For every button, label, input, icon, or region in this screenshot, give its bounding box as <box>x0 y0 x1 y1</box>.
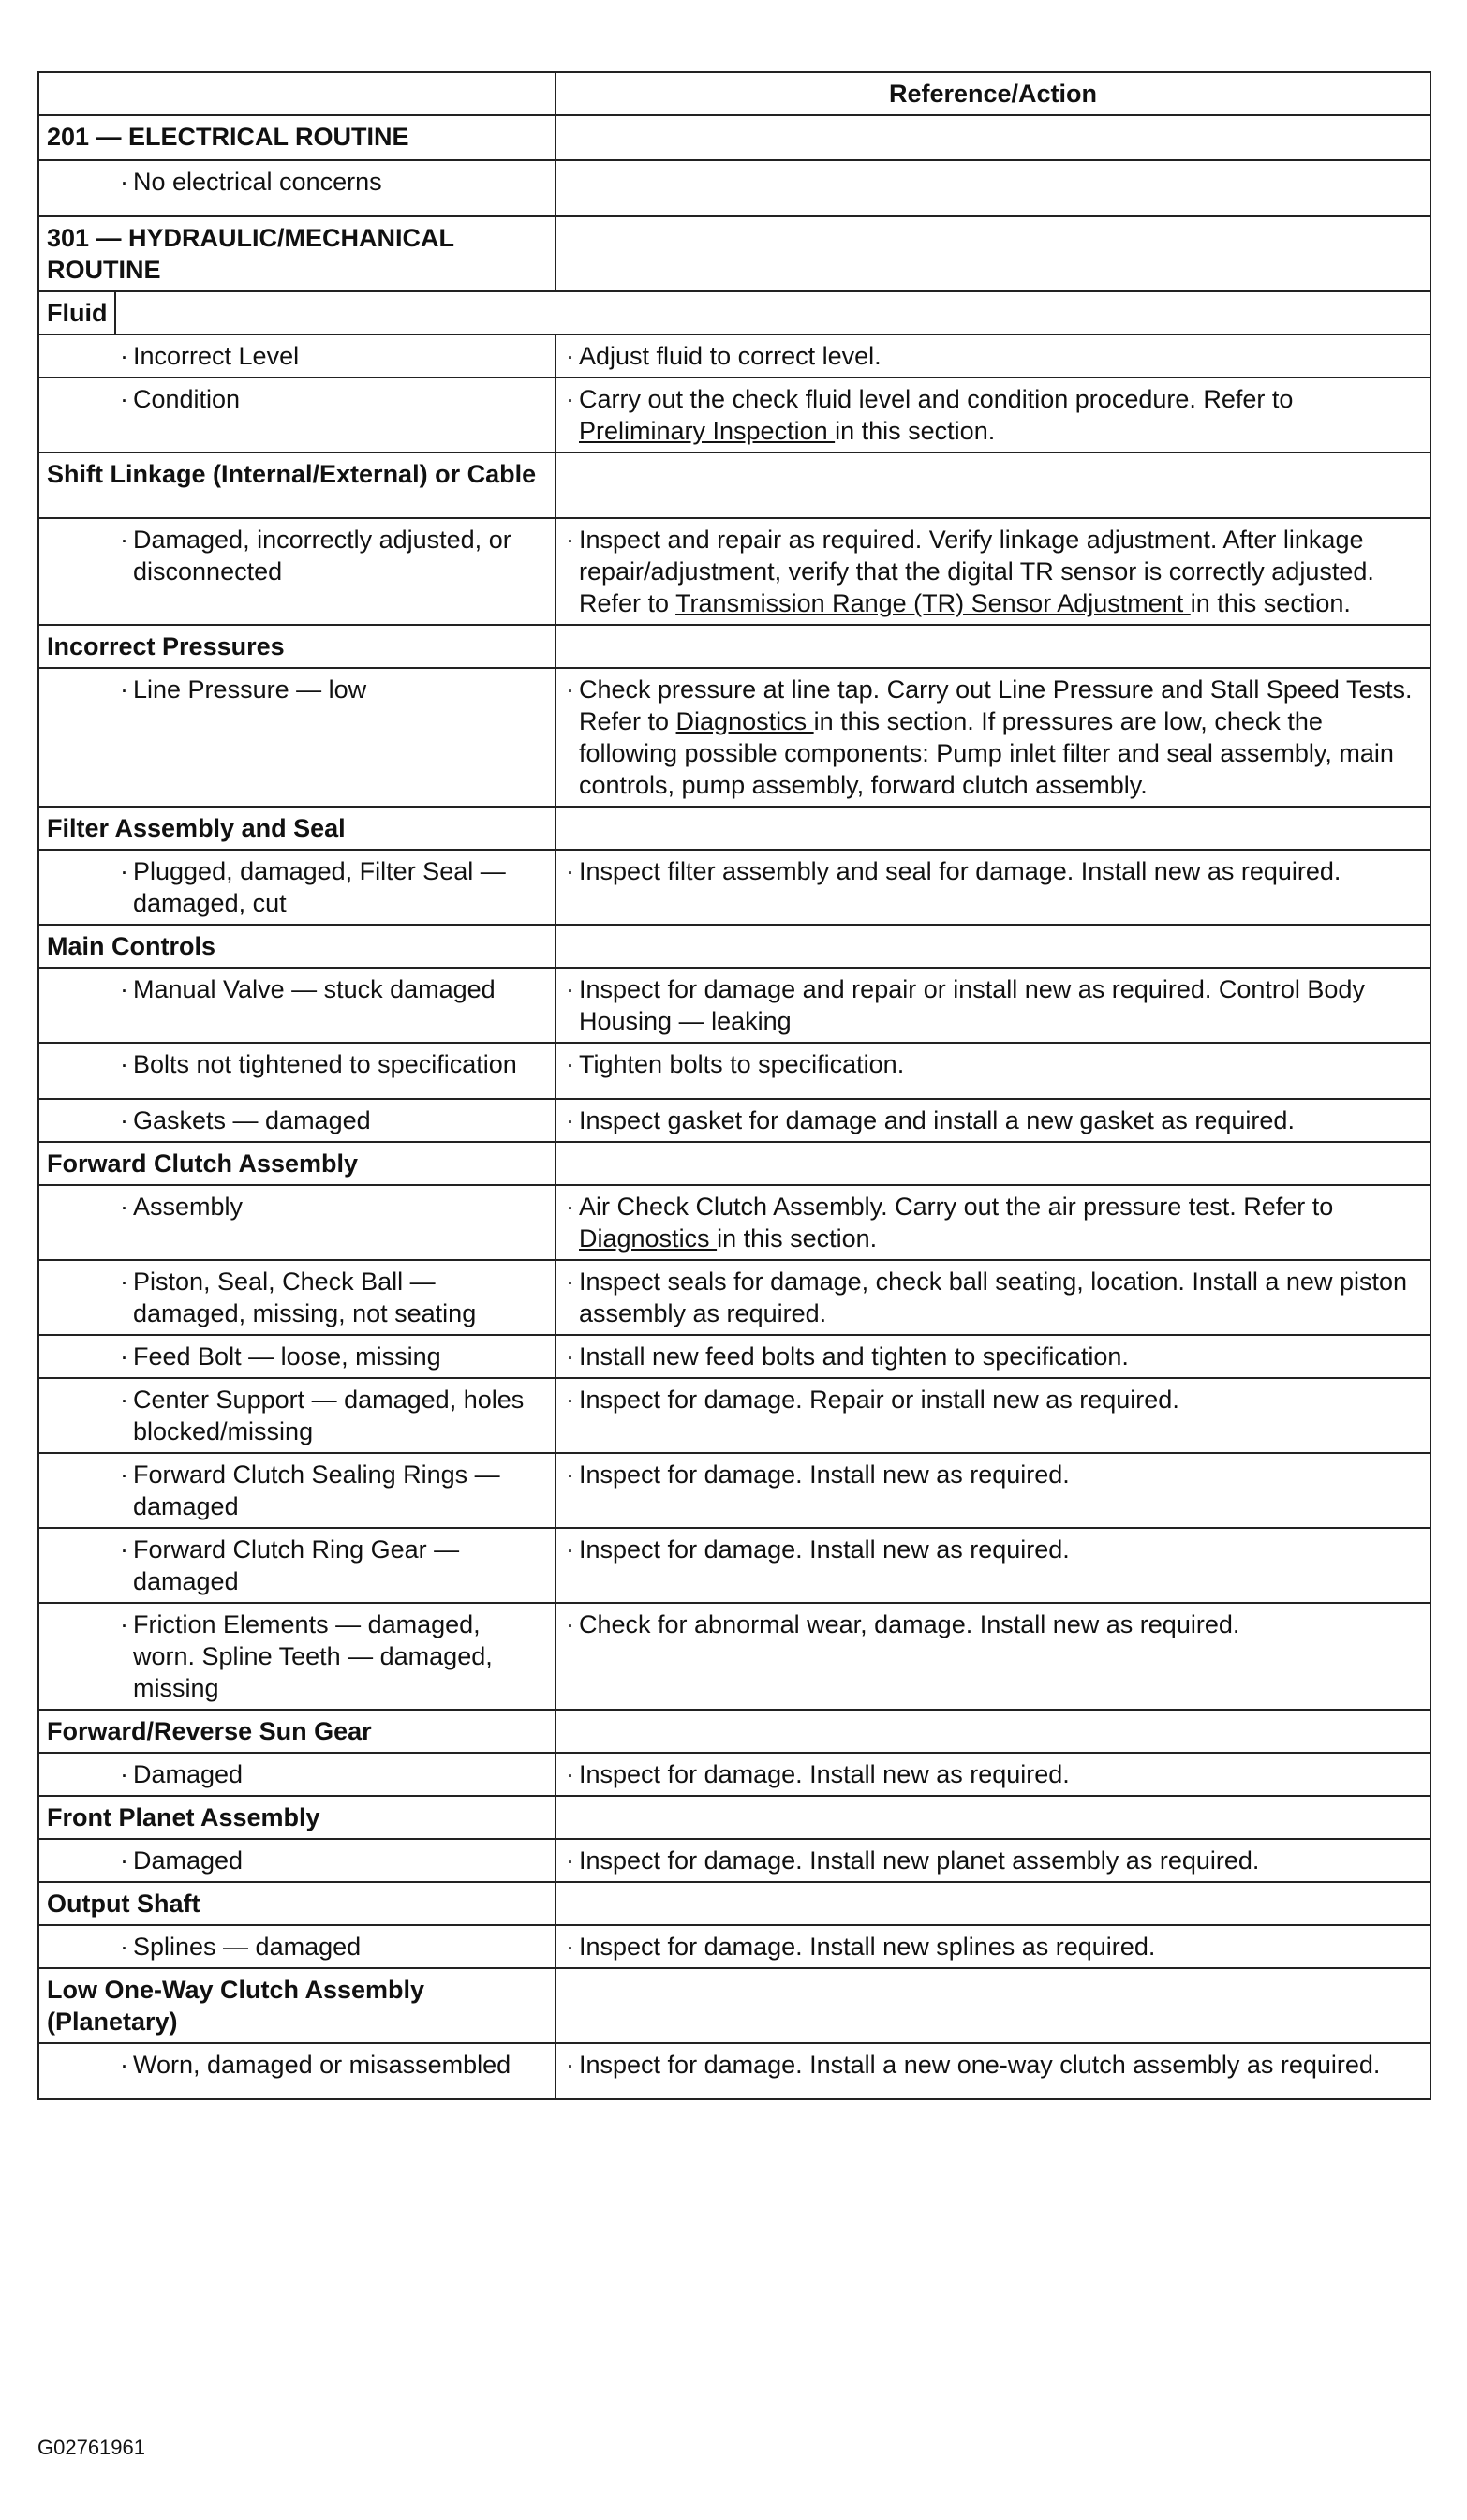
section-label: 201 — ELECTRICAL ROUTINE <box>38 115 556 160</box>
action-text: Check for abnormal wear, damage. Install new as required. <box>579 1610 1240 1638</box>
action-text: Inspect for damage. Repair or install new as required. <box>579 1386 1179 1414</box>
symptom-label: Manual Valve — stuck damaged <box>133 975 496 1003</box>
symptom-cell <box>38 968 556 1043</box>
bullet-icon: · <box>566 385 574 413</box>
item-row <box>38 1099 1430 1142</box>
action-cell <box>556 1839 1430 1882</box>
section-label: Shift Linkage (Internal/External) or Cable <box>38 452 556 518</box>
bullet-icon: · <box>566 1386 574 1414</box>
action-cell <box>556 1796 1430 1839</box>
action-cell <box>556 1260 1430 1335</box>
bullet-icon: · <box>120 857 128 885</box>
bullet-icon: · <box>120 1535 128 1564</box>
reference-link[interactable]: Preliminary Inspection <box>579 417 836 445</box>
symptom-label: Line Pressure — low <box>133 675 367 704</box>
symptom-label: Condition <box>133 385 241 413</box>
action-text: Inspect for damage. Install new as required. <box>579 1760 1070 1788</box>
item-row <box>38 1839 1430 1882</box>
action-cell <box>556 115 1430 160</box>
bullet-icon: · <box>566 1610 574 1638</box>
action-cell <box>556 2043 1430 2099</box>
action-cell <box>556 1335 1430 1378</box>
section-row <box>38 291 1430 334</box>
section-label: Main Controls <box>38 925 556 968</box>
action-text: Inspect for damage and repair or install new as required. Control Body Housing — leaking <box>579 975 1365 1035</box>
bullet-icon: · <box>120 1342 128 1371</box>
bullet-icon: · <box>566 1846 574 1875</box>
action-cell <box>556 807 1430 850</box>
symptom-cell <box>38 1839 556 1882</box>
bullet-icon: · <box>566 1267 574 1296</box>
action-cell <box>556 216 1430 291</box>
bullet-icon: · <box>120 1933 128 1961</box>
action-cell <box>556 1142 1430 1185</box>
bullet-icon: · <box>120 2051 128 2079</box>
symptom-label: Bolts not tightened to specification <box>133 1050 517 1078</box>
reference-link[interactable]: Transmission Range (TR) Sensor Adjustment <box>675 589 1191 617</box>
action-cell <box>556 1603 1430 1710</box>
action-cell <box>556 1968 1430 2043</box>
bullet-icon: · <box>120 1193 128 1221</box>
bullet-icon: · <box>566 342 574 370</box>
section-label: Forward/Reverse Sun Gear <box>38 1710 556 1753</box>
item-row <box>38 160 1430 216</box>
action-text: Adjust fluid to correct level. <box>579 342 882 370</box>
action-text: in this section. If pressures are low, check the following possible components: Pump inlet filter and seal assembly, main controls, pump assembly, forward clutch assembly. <box>579 707 1394 799</box>
symptom-cell <box>38 850 556 925</box>
symptom-cell <box>38 1185 556 1260</box>
action-text: Inspect gasket for damage and install a new gasket as required. <box>579 1106 1295 1134</box>
bullet-icon: · <box>566 975 574 1003</box>
symptom-cell <box>38 1753 556 1796</box>
bullet-icon: · <box>120 1760 128 1788</box>
bullet-icon: · <box>120 1846 128 1875</box>
section-label: Filter Assembly and Seal <box>38 807 556 850</box>
section-row <box>38 1142 1430 1185</box>
action-cell <box>556 1185 1430 1260</box>
item-row <box>38 1260 1430 1335</box>
symptom-cell <box>38 1925 556 1968</box>
symptom-label: Piston, Seal, Check Ball — damaged, missing, not seating <box>133 1267 477 1327</box>
symptom-label: Gaskets — damaged <box>133 1106 371 1134</box>
symptom-label: No electrical concerns <box>133 168 382 196</box>
item-row <box>38 518 1430 625</box>
reference-link[interactable]: Diagnostics <box>579 1224 718 1253</box>
symptom-label: Assembly <box>133 1193 244 1221</box>
symptom-label: Damaged, incorrectly adjusted, or disconnected <box>133 526 511 586</box>
action-text: Inspect for damage. Install a new one-way clutch assembly as required. <box>579 2051 1381 2079</box>
symptom-label: Forward Clutch Ring Gear — damaged <box>133 1535 460 1595</box>
action-text: Inspect for damage. Install new as required. <box>579 1460 1070 1489</box>
section-label: Front Planet Assembly <box>38 1796 556 1839</box>
section-row <box>38 452 1430 518</box>
bullet-icon: · <box>120 385 128 413</box>
bullet-icon: · <box>566 1342 574 1371</box>
symptom-cell <box>38 668 556 807</box>
item-row <box>38 1603 1430 1710</box>
bullet-icon: · <box>120 975 128 1003</box>
action-cell <box>556 1099 1430 1142</box>
symptom-label: Plugged, damaged, Filter Seal — damaged, cut <box>133 857 506 917</box>
bullet-icon: · <box>120 1610 128 1638</box>
section-label: Fluid <box>39 292 116 334</box>
section-row <box>38 1968 1430 2043</box>
item-row <box>38 2043 1430 2099</box>
item-row <box>38 668 1430 807</box>
bullet-icon: · <box>566 675 574 704</box>
action-cell <box>556 1882 1430 1925</box>
action-cell <box>556 625 1430 668</box>
symptom-label: Damaged <box>133 1760 244 1788</box>
item-row <box>38 334 1430 378</box>
header-row <box>38 72 1430 115</box>
action-cell <box>556 452 1430 518</box>
action-cell <box>556 1710 1430 1753</box>
table-body <box>38 72 1430 2099</box>
section-row <box>38 115 1430 160</box>
item-row <box>38 1378 1430 1453</box>
symptom-label: Friction Elements — damaged, worn. Spline Teeth — damaged, missing <box>133 1610 493 1702</box>
symptom-label: Splines — damaged <box>133 1933 362 1961</box>
bullet-icon: · <box>120 675 128 704</box>
section-row <box>38 807 1430 850</box>
bullet-icon: · <box>566 1933 574 1961</box>
bullet-icon: · <box>566 2051 574 2079</box>
section-row <box>38 925 1430 968</box>
symptom-cell <box>38 1528 556 1603</box>
action-cell <box>556 850 1430 925</box>
action-cell <box>556 1378 1430 1453</box>
action-text: Inspect for damage. Install new planet assembly as required. <box>579 1846 1260 1875</box>
action-text: in this section. <box>835 417 996 445</box>
action-cell <box>556 1043 1430 1099</box>
bullet-icon: · <box>120 1267 128 1296</box>
action-text: Inspect filter assembly and seal for damage. Install new as required. <box>579 857 1341 885</box>
action-cell <box>556 1528 1430 1603</box>
symptom-label: Center Support — damaged, holes blocked/missing <box>133 1386 525 1445</box>
symptom-cell <box>38 1260 556 1335</box>
item-row <box>38 1925 1430 1968</box>
action-cell <box>556 1453 1430 1528</box>
section-label: Low One-Way Clutch Assembly (Planetary) <box>38 1968 556 2043</box>
bullet-icon: · <box>120 1106 128 1134</box>
figure-code: G02761961 <box>37 2436 145 2459</box>
symptom-cell <box>38 1099 556 1142</box>
symptom-label: Forward Clutch Sealing Rings — damaged <box>133 1460 500 1520</box>
item-row <box>38 968 1430 1043</box>
action-text: Inspect seals for damage, check ball seating, location. Install a new piston assembly as required. <box>579 1267 1407 1327</box>
bullet-icon: · <box>566 1535 574 1564</box>
action-text: in this section. <box>1190 589 1351 617</box>
symptom-label: Worn, damaged or misassembled <box>133 2051 511 2079</box>
section-row <box>38 1882 1430 1925</box>
section-row <box>38 625 1430 668</box>
action-cell <box>556 160 1430 216</box>
diagnosis-table <box>37 71 1431 2100</box>
symptom-cell <box>38 1603 556 1710</box>
action-cell <box>556 925 1430 968</box>
bullet-icon: · <box>566 1760 574 1788</box>
action-text: Air Check Clutch Assembly. Carry out the air pressure test. Refer to <box>579 1193 1334 1221</box>
symptom-cell <box>38 334 556 378</box>
bullet-icon: · <box>566 526 574 554</box>
section-label: 301 — HYDRAULIC/MECHANICAL ROUTINE <box>38 216 556 291</box>
action-text: Carry out the check fluid level and condition procedure. Refer to <box>579 385 1294 413</box>
item-row <box>38 378 1430 452</box>
bullet-icon: · <box>120 1386 128 1414</box>
action-text: Install new feed bolts and tighten to specification. <box>579 1342 1129 1371</box>
symptom-label: Feed Bolt — loose, missing <box>133 1342 441 1371</box>
action-cell <box>556 968 1430 1043</box>
section-row <box>38 216 1430 291</box>
action-cell <box>556 668 1430 807</box>
action-text: Tighten bolts to specification. <box>579 1050 905 1078</box>
bullet-icon: · <box>566 1193 574 1221</box>
section-cell <box>38 291 1430 334</box>
symptom-cell <box>38 160 556 216</box>
action-text: Check pressure at line tap. Carry out Line Pressure and Stall Speed Tests. Refer to <box>579 675 1413 735</box>
symptom-label: Incorrect Level <box>133 342 300 370</box>
item-row <box>38 1043 1430 1099</box>
action-text: Inspect for damage. Install new splines as required. <box>579 1933 1156 1961</box>
item-row <box>38 1453 1430 1528</box>
item-row <box>38 1528 1430 1603</box>
bullet-icon: · <box>120 1460 128 1489</box>
bullet-icon: · <box>120 1050 128 1078</box>
action-cell <box>556 1753 1430 1796</box>
symptom-cell <box>38 2043 556 2099</box>
item-row <box>38 1185 1430 1260</box>
bullet-icon: · <box>566 1050 574 1078</box>
bullet-icon: · <box>120 342 128 370</box>
section-label: Incorrect Pressures <box>38 625 556 668</box>
action-cell <box>556 334 1430 378</box>
header-right-cell: Reference/Action <box>556 72 1430 115</box>
action-text: Inspect for damage. Install new as required. <box>579 1535 1070 1564</box>
item-row <box>38 1753 1430 1796</box>
bullet-icon: · <box>566 1460 574 1489</box>
symptom-cell <box>38 1335 556 1378</box>
bullet-icon: · <box>120 526 128 554</box>
reference-link[interactable]: Diagnostics <box>675 707 814 735</box>
section-row <box>38 1710 1430 1753</box>
symptom-cell <box>38 1378 556 1453</box>
symptom-label: Damaged <box>133 1846 244 1875</box>
action-cell <box>556 518 1430 625</box>
symptom-cell <box>38 378 556 452</box>
header-left-cell <box>38 72 556 115</box>
action-text: in this section. <box>717 1224 878 1253</box>
section-label: Forward Clutch Assembly <box>38 1142 556 1185</box>
bullet-icon: · <box>566 857 574 885</box>
action-cell <box>556 378 1430 452</box>
action-text: Inspect and repair as required. Verify linkage adjustment. After linkage repair/adjustment, verify that the digital TR sensor is correctly adjusted. Refer to <box>579 526 1374 617</box>
section-row <box>38 1796 1430 1839</box>
item-row <box>38 1335 1430 1378</box>
section-label: Output Shaft <box>38 1882 556 1925</box>
action-cell <box>556 1925 1430 1968</box>
bullet-icon: · <box>566 1106 574 1134</box>
bullet-icon: · <box>120 168 128 196</box>
item-row <box>38 850 1430 925</box>
symptom-cell <box>38 1453 556 1528</box>
symptom-cell <box>38 518 556 625</box>
symptom-cell <box>38 1043 556 1099</box>
